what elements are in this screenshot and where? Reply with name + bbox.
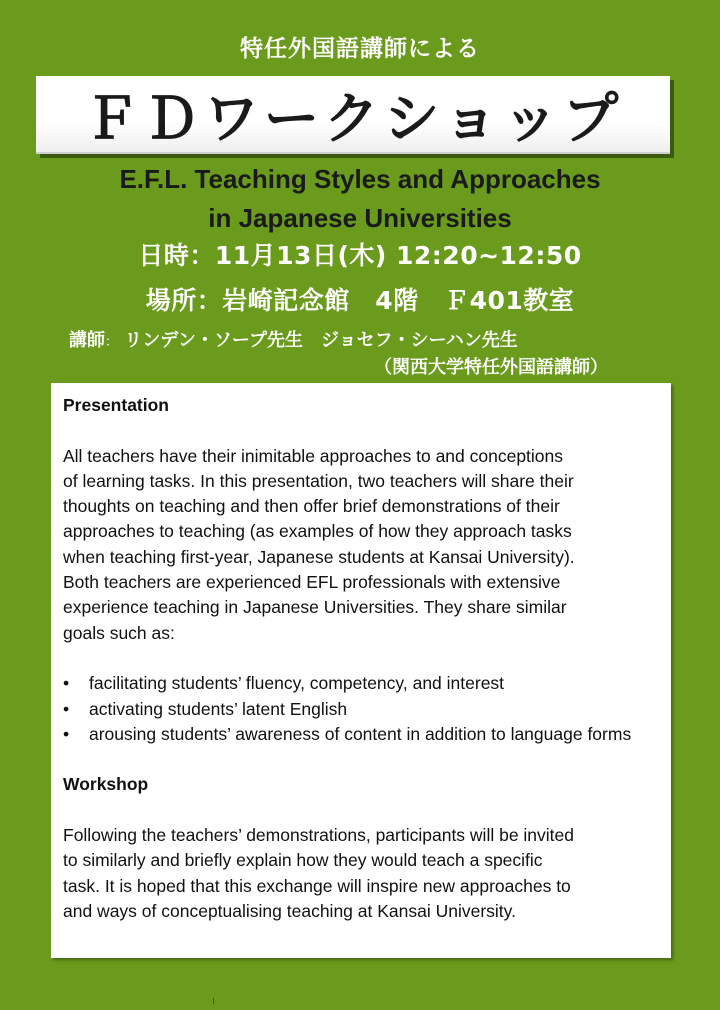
spacer: [63, 747, 671, 772]
english-title-line-1: E.F.L. Teaching Styles and Approaches: [119, 164, 601, 194]
presentation-line-3: thoughts on teaching and then offer brief demonstrations of their: [63, 496, 560, 517]
workshop-heading: Workshop: [63, 774, 149, 795]
footer-mark: [213, 998, 214, 1004]
header-subtitle: 特任外国語講師による: [240, 36, 480, 62]
event-place: 場所：岩崎記念館 4階 Ｆ401教室: [145, 286, 575, 315]
lecturer-line: [69, 326, 518, 352]
list-item: [63, 722, 671, 747]
workshop-line-1: Following the teachers’ demonstrations, participants will be invited: [63, 825, 574, 846]
workshop-line-3: task. It is hoped that this exchange will inspire new approaches to: [63, 875, 571, 896]
presentation-line-2: of learning tasks. In this presentation, two teachers will share their: [63, 470, 574, 491]
bullet-icon: •: [63, 698, 70, 719]
presentation-line-7: experience teaching in Japanese Universities. They share similar: [63, 597, 567, 618]
bullet-icon: •: [63, 673, 70, 694]
english-title: [0, 160, 720, 238]
presentation-line-4: approaches to teaching (as examples of how they approach tasks: [63, 521, 572, 542]
presentation-line-5: when teaching first-year, Japanese students at Kansai University).: [63, 546, 575, 567]
lecturer-colon: ：: [105, 335, 119, 350]
spacer: [63, 798, 671, 823]
bullet-icon: •: [63, 723, 70, 744]
list-item: [63, 671, 671, 696]
page-title: ＦＤワークショップ: [83, 87, 623, 152]
title-banner: [36, 76, 670, 154]
list-item-text: arousing students’ awareness of content in addition to language forms: [89, 723, 632, 744]
english-title-line-2: in Japanese Universities: [208, 203, 512, 233]
event-date: 日時：11月13日(木) 12:20~12:50: [138, 241, 582, 270]
spacer: [63, 646, 671, 671]
presentation-line-6: Both teachers are experienced EFL professionals with extensive: [63, 572, 561, 593]
lecturer-names: リンデン・ソープ先生 ジョセフ・シーハン先生: [124, 330, 518, 351]
lecturer-label: 講師: [69, 330, 105, 351]
workshop-line-4: and ways of conceptualising teaching at Kansai University.: [63, 900, 516, 921]
list-item: [63, 697, 671, 722]
presentation-heading: Presentation: [63, 395, 169, 415]
goals-list: [63, 671, 671, 747]
lecturer-affiliation: （関西大学特任外国語講師）: [374, 357, 608, 378]
list-item-text: activating students’ latent English: [89, 698, 348, 719]
spacer: [63, 418, 671, 443]
workshop-line-2: to similarly and briefly explain how they would teach a specific: [63, 850, 543, 871]
list-item-text: facilitating students’ fluency, competency, and interest: [89, 673, 505, 694]
presentation-line-1: All teachers have their inimitable approaches to and conceptions: [63, 445, 564, 466]
presentation-line-8: goals such as:: [63, 622, 175, 643]
description-panel: [51, 383, 671, 958]
